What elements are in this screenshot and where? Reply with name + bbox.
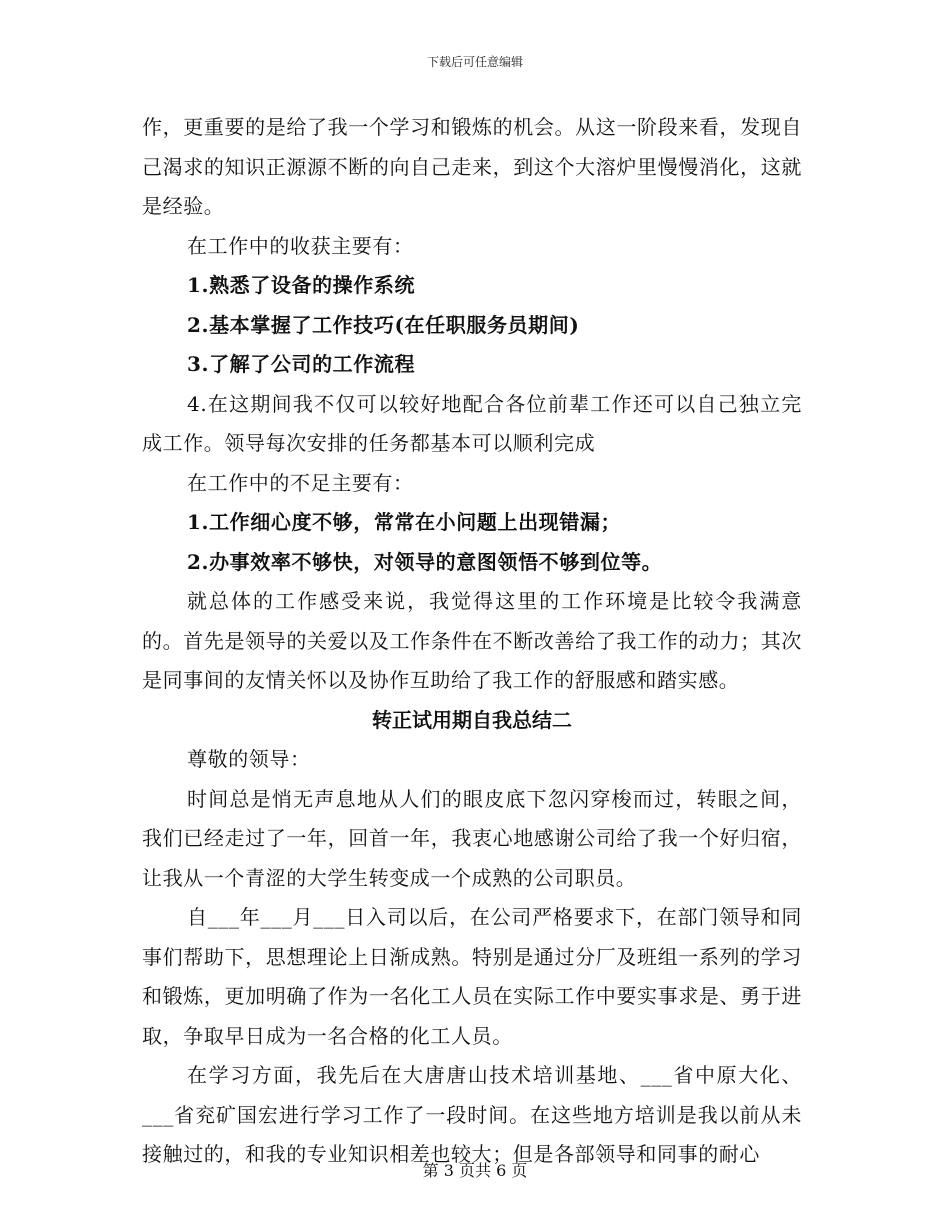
list-item: 2.办事效率不够快，对领导的意图领悟不够到位等。 (187, 549, 663, 574)
paragraph: 就总体的工作感受来说，我觉得这里的工作环境是比较令我满意的。首先是领导的关爱以及工作条件在不断改善给了我工作的动力；其次是同事间的友情关怀以及协作互助给了我工作的舒服感和踏实感。 (142, 589, 802, 692)
paragraph: 在工作中的不足主要有： (187, 470, 414, 495)
paragraph: 4.在这期间我不仅可以较好地配合各位前辈工作还可以自己独立完成工作。领导每次安排的任务都基本可以顺利完成 (142, 391, 802, 455)
page-header: 下载后可任意编辑 (426, 55, 523, 69)
paragraph: 在工作中的收获主要有： (187, 233, 414, 258)
list-item: 3.了解了公司的工作流程 (187, 352, 416, 376)
paragraph: 作，更重要的是给了我一个学习和锻炼的机会。从这一阶段来看，发现自己渴求的知识正源源不断的向自己走来，到这个大溶炉里慢慢消化，这就是经验。 (142, 115, 802, 218)
paragraph: 在学习方面，我先后在大唐唐山技术培训基地、___省中原大化、___省兖矿国宏进行学习工作了一段时间。在这些地方培训是我以前从未接触过的，和我的专业知识相差也较大；但是各部领导和同事的耐心 (142, 1063, 802, 1166)
section-title: 转正试用期自我总结二 (372, 707, 572, 732)
list-item: 1.熟悉了设备的操作系统 (187, 273, 416, 297)
paragraph: 时间总是悄无声息地从人们的眼皮底下忽闪穿梭而过，转眼之间，我们已经走过了一年，回首一年，我衷心地感谢公司给了我一个好归宿，让我从一个青涩的大学生转变成一个成熟的公司职员。 (142, 786, 802, 890)
page-footer: 第 3 页共 6 页 (422, 1161, 528, 1180)
list-item: 2.基本掌握了工作技巧(在任职服务员期间) (187, 312, 580, 337)
paragraph: 自___年___月___日入司以后，在公司严格要求下，在部门领导和同事们帮助下，思想理论上日渐成熟。特别是通过分厂及班组一系列的学习和锻炼，更加明确了作为一名化工人员在实际工作中要实事求是、勇于进取，争取早日成为一名合格的化工人员。 (142, 905, 802, 1048)
document-body (142, 108, 802, 1175)
list-item: 1.工作细心度不够，常常在小问题上出现错漏； (187, 510, 622, 534)
salutation: 尊敬的领导： (187, 747, 311, 771)
